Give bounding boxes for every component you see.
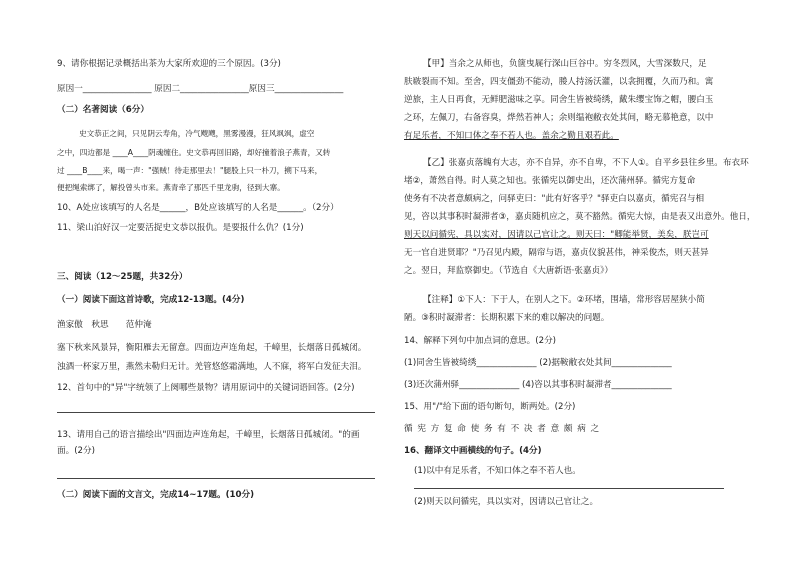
answer-line-q13 <box>57 478 375 479</box>
question-14-row-2: (3)还次蒲州驿______________ (4)咨以其事积时凝滞者______________ <box>404 380 672 390</box>
question-14-row-1: (1)同舍生皆被绮绣______________ (2)据鞍敝衣处其间______________ <box>404 358 672 368</box>
passage-line-1: 史文恭正之间，只见阴云寿角，冷气飕飕，黑雾漫漫，狂风飒飒，虚空 <box>79 129 315 138</box>
question-16-item-2: (2)则天以问循宪，具以实对，因请以己官让之。 <box>414 497 599 507</box>
question-14: 14、解释下列句中加点词的意思。(2分) <box>404 336 557 346</box>
section-title-classics: （二）名著阅读（6分） <box>57 105 149 115</box>
annotation-line-1: 【注释】①下人：下于人，在别人之下。②环堵，围墙，常形容居屋狭小简 <box>423 295 705 305</box>
question-13-line-2: 面。(2分) <box>57 446 95 456</box>
question-10: 10、A处应该填写的人名是______，B处应该填写的人名是______。（2分） <box>57 203 339 213</box>
passage-yi-line-5: 则天以问循宪，具以实对，因请以己官让之。则天曰："卿能举贤，美矣，朕岂可 <box>404 230 709 240</box>
passage-jia-line-2: 肤皲裂而不知。至舍，四支僵劲不能动，媵人持汤沃灌，以衾拥覆，久而乃和。寓 <box>404 77 714 87</box>
section-title-reading: 三、阅读（12～25题，共32分） <box>57 272 188 282</box>
passage-jia-line-1: 【甲】当余之从师也，负箧曳屣行深山巨谷中。穷冬烈风，大雪深数尺，足 <box>423 59 707 69</box>
poem-title: 渔家傲 秋思 范仲淹 <box>57 320 152 330</box>
subsection-title-classical: （二）阅读下面的文言文，完成14~17题。(10分) <box>57 490 255 500</box>
passage-line-2: 之中，四边都是 ____A____阴魂缠住。史文恭再回旧路，却好撞着浪子燕青，又转 <box>57 148 331 157</box>
question-15-sentence: 循 宪 方 复 命 使 务 有 不 决 者 意 颇 病 之 <box>404 424 601 434</box>
question-16-item-1: (1)以中有足乐者，不知口体之奉不若人也。 <box>414 466 581 476</box>
question-12: 12、首句中的"异"字统领了上阕哪些景物？请用原词中的关键词语回答。(2分) <box>57 383 355 393</box>
answer-line-q12 <box>57 412 375 413</box>
answer-line-q16-1 <box>414 488 724 489</box>
passage-yi-line-2: 堵②，萧然自得。时人莫之知也。张循宪以御史出，还次蒲州驿。循宪方复命 <box>404 176 696 186</box>
question-13-line-1: 13、请用自己的语言描绘出"四面边声连角起，千嶂里，长烟落日孤城闭。"的画 <box>57 430 360 440</box>
passage-yi-line-4: 见，咨以其事积时凝滞者③，嘉贞随机应之，莫不豁然。循宪大惊，由是表又出意外。他日， <box>404 212 756 222</box>
passage-yi-line-7: 之。翌日，拜监察御史。（节选自《大唐新语·张嘉贞》） <box>404 266 613 276</box>
poem-line-1: 塞下秋来风景异，衡阳雁去无留意。四面边声连角起，千嶂里，长烟落日孤城闭。 <box>57 343 367 353</box>
annotation-line-2: 陋。③积时凝滞者：长期积累下来的难以解决的问题。 <box>404 313 610 323</box>
question-9: 9、请你根据记录概括出茶为大家所欢迎的三个原因。(3分) <box>57 59 281 69</box>
passage-jia-line-3: 逆旅，主人日再食，无鲜肥滋味之享。同舍生皆被绮绣，戴朱缨宝饰之帽，腰白玉 <box>404 95 714 105</box>
question-9-answer-line: 原因一________________ 原因二________________原因三________________ <box>57 84 344 94</box>
poem-line-2: 浊酒一杯家万里，燕然未勒归无计。羌管悠悠霜满地，人不寐，将军白发征夫泪。 <box>57 362 367 372</box>
question-16: 16、翻译文中画横线的句子。(4分) <box>404 446 542 456</box>
passage-yi-line-3: 使务有不决者意颇病之，问驿吏曰："此有好客乎？"驿吏白以嘉贞，循宪召与相 <box>404 194 705 204</box>
question-15: 15、用"/"给下面的语句断句，断两处。(2分) <box>404 402 576 412</box>
subsection-title-poem: （一）阅读下面这首诗歌，完成12-13题。(4分) <box>57 295 245 305</box>
passage-jia-line-4: 之环，左佩刀，右备容臭，烨然若神人；余则缊袍敝衣处其间，略无慕艳意，以中 <box>404 113 714 123</box>
passage-yi-line-1: 【乙】张嘉贞落魄有大志，亦不自异，亦不自卑，不下人①。自平乡县往乡里。布衣环 <box>423 158 749 168</box>
passage-line-3: 过 ____B____来，喝一声："强贼！待走那里去！"腿股上只一朴刀，搠下马来， <box>57 166 323 175</box>
question-11: 11、梁山泊好汉一定要活捉史文恭以报仇。是要报什么仇？(1分) <box>57 223 304 233</box>
passage-jia-line-5: 有足乐者，不知口体之奉不若人也。盖余之勤且艰若此。 <box>404 131 619 141</box>
passage-yi-line-6: 无一官自进贤耶？"乃召见内殿，隔帘与语，嘉贞仪貌甚伟，神采俊杰，则天甚异 <box>404 248 709 258</box>
passage-line-4: 便把绳索绑了，解投曾头市来。燕青牵了那匹千里龙驹，径到大寨。 <box>57 183 285 192</box>
